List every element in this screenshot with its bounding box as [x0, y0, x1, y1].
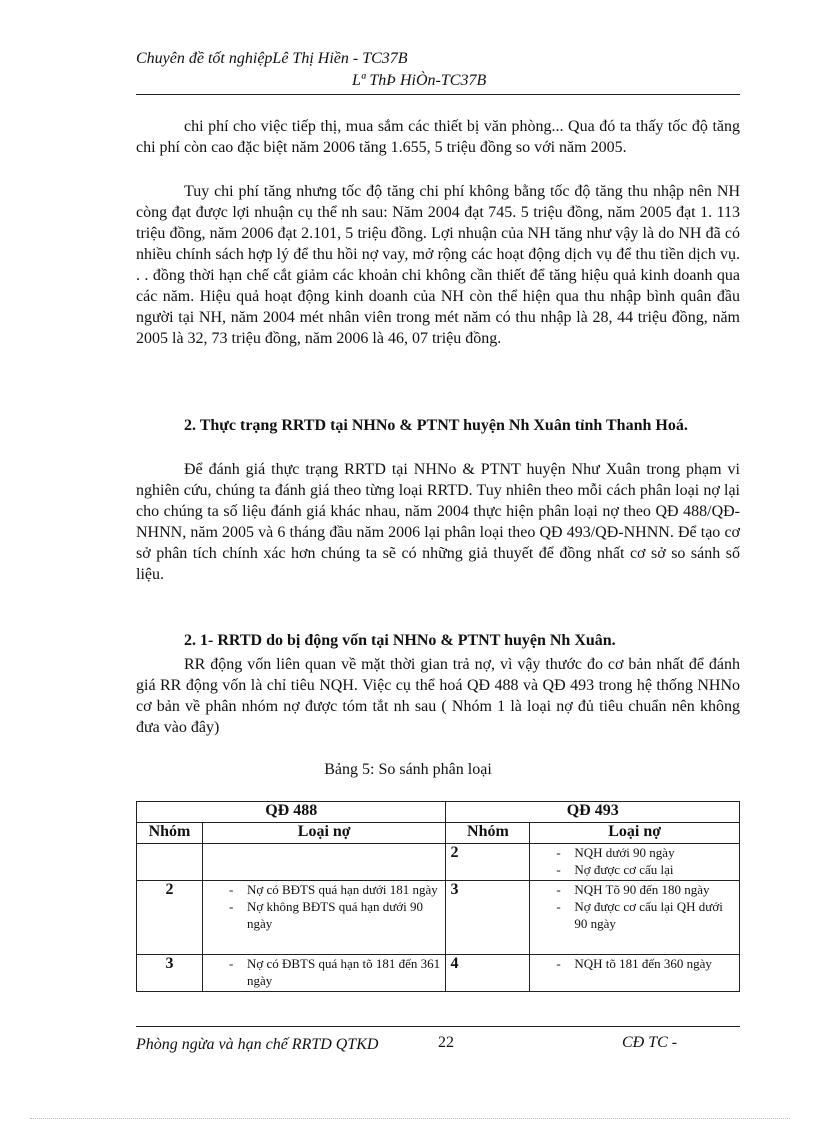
cell-right-group: 2	[446, 844, 530, 881]
list-item: - NQH tõ 181 đến 360 ngày	[534, 955, 735, 972]
footer-rule	[136, 1026, 740, 1027]
list-item: - Nợ không BĐTS quá hạn dưới 90 ngày	[207, 898, 442, 932]
table-row	[137, 955, 740, 992]
cell-left-items	[202, 844, 446, 881]
cell-right-group: 4	[446, 955, 530, 992]
list-item: - Nợ được cơ cấu lại	[534, 861, 735, 878]
list-item: - Nợ có ĐBTS quá hạn tõ 181 đến 361 ngày	[207, 955, 442, 989]
list-item: - NQH dưới 90 ngày	[534, 844, 735, 861]
cell-left-items	[202, 955, 446, 992]
cell-left-group	[137, 844, 203, 881]
footer-right: CĐ TC -	[622, 1034, 678, 1051]
section-heading-2: 2. Thực trạng RRTD tại NHNo & PTNT huyện Nh Xuân tỉnh Thanh Hoá.	[184, 417, 688, 434]
section-heading-2-1: 2. 1- RRTD do bị động vốn tại NHNo & PTNT huyện Nh Xuân.	[184, 632, 616, 649]
cell-right-items	[530, 844, 740, 881]
paragraph-1: chi phí cho việc tiếp thị, mua sắm các thiết bị văn phòng... Qua đó ta thấy tốc độ tăng chi phí còn cao đặc biệt năm 2006 tăng 1.655, 5 triệu đồng so với năm 2005.	[136, 118, 740, 156]
group-header-qd488: QĐ 488	[137, 802, 446, 823]
group-header-qd493: QĐ 493	[446, 802, 740, 823]
table-caption: Bảng 5: So sánh phân loại	[324, 761, 492, 778]
header-subtitle: Lª ThÞ HiÒn-TC37B	[352, 72, 487, 89]
page-number: 22	[438, 1034, 454, 1051]
table-group-header-row	[137, 802, 740, 823]
cell-left-group: 2	[137, 881, 203, 955]
paragraph-3: Để đánh giá thực trạng RRTD tại NHNo & PTNT huyện Như Xuân trong phạm vi nghiên cứu, chúng ta đánh giá theo từng loại RRTD. Tuy nhiên theo mỗi cách phân loại nợ lại cho chúng ta số liệu đánh giá khác nhau, năm 2004 thực hiện phân loại nợ theo QĐ 488/QĐ-NHNN, năm 2005 và 6 tháng đầu năm 2006 lại phân loại theo QĐ 493/QĐ-NHNN. Để tạo cơ sở phân tích chính xác hơn chúng ta sẽ có những giả thuyết để đồng nhất cơ sở so sánh số liệu.	[136, 461, 740, 583]
list-item: - Nợ được cơ cấu lại QH dưới 90 ngày	[534, 898, 735, 932]
column-header-type-right: Loại nợ	[530, 823, 740, 844]
cell-right-items	[530, 955, 740, 992]
paragraph-4: RR động vốn liên quan về mặt thời gian trả nợ, vì vậy thước đo cơ bản nhất để đánh giá RR động vốn là chỉ tiêu NQH. Việc cụ thể hoá QĐ 488 và QĐ 493 trong hệ thống NHNo cơ bản về phân nhóm nợ được tóm tắt nh sau ( Nhóm 1 là loại nợ đủ tiêu chuẩn nên không đưa vào đây)	[136, 656, 740, 736]
cell-right-items	[530, 881, 740, 955]
header-title: Chuyên đề tốt nghiệpLê Thị Hiền - TC37B	[136, 50, 408, 67]
table-row	[137, 881, 740, 955]
list-item: - Nợ có BĐTS quá hạn dưới 181 ngày	[207, 881, 442, 898]
cell-left-items	[202, 881, 446, 955]
footer-left: Phòng ngừa và hạn chế RRTD QTKD	[136, 1036, 379, 1053]
table-row	[137, 844, 740, 881]
column-header-group-right: Nhóm	[446, 823, 530, 844]
column-header-group-left: Nhóm	[137, 823, 203, 844]
paragraph-2: Tuy chi phí tăng nhưng tốc độ tăng chi phí không bằng tốc độ tăng thu nhập nên NH còng đạt được lợi nhuận cụ thể nh sau: Năm 2004 đạt 745. 5 triệu đồng, năm 2005 đạt 1. 113 triệu đồng, năm 2006 đạt 2.101, 5 triệu đồng. Lợi nhuận của NH tăng như vậy là do NH đã có nhiều chính sách hợp lý để thu hồi nợ vay, mở rộng các hoạt động dịch vụ để thu tiền dịch vụ. . . đồng thời hạn chế cắt giảm các khoản chi không cần thiết để tăng hiệu quả kinh doanh qua các năm. Hiệu quả hoạt động kinh doanh của NH còn thể hiện qua thu nhập bình quân đầu người tại NH, năm 2004 mét nhân viên trong mét năm có thu nhập là 28, 44 triệu đồng, năm 2005 là 32, 73 triệu đồng, năm 2006 là 46, 07 triệu đồng.	[136, 183, 740, 347]
comparison-table	[136, 801, 740, 992]
cell-left-group: 3	[137, 955, 203, 992]
page-break-line	[30, 1118, 790, 1119]
header-rule	[136, 94, 740, 95]
column-header-type-left: Loại nợ	[202, 823, 446, 844]
cell-right-group: 3	[446, 881, 530, 955]
list-item: - NQH Tõ 90 đến 180 ngày	[534, 881, 735, 898]
table-column-header-row	[137, 823, 740, 844]
